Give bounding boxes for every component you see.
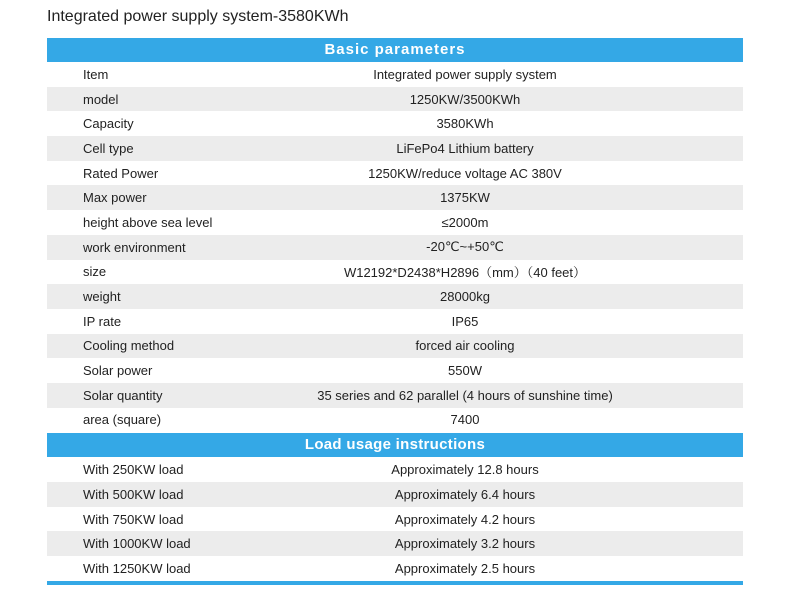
- spec-table: [47, 38, 743, 585]
- load-row: [47, 556, 743, 581]
- row-label: Solar quantity: [83, 387, 163, 403]
- load-usage-header: Load usage instructions: [47, 433, 743, 457]
- parameter-row: [47, 62, 743, 87]
- parameter-row: [47, 408, 743, 433]
- parameter-row: [47, 260, 743, 285]
- row-value: forced air cooling: [415, 338, 515, 354]
- parameter-row: [47, 358, 743, 383]
- parameter-row: [47, 111, 743, 136]
- row-label: Rated Power: [83, 165, 159, 181]
- row-value: IP65: [451, 313, 479, 329]
- row-label: IP rate: [83, 313, 122, 329]
- parameter-row: [47, 185, 743, 210]
- row-value: LiFePo4 Lithium battery: [396, 140, 534, 156]
- row-label: height above sea level: [83, 214, 213, 230]
- row-label: Item: [83, 66, 109, 82]
- parameter-row: [47, 309, 743, 334]
- parameter-row: [47, 284, 743, 309]
- load-row: [47, 507, 743, 532]
- load-usage-rows: [47, 457, 743, 580]
- row-label: Cell type: [83, 140, 134, 156]
- row-value: 550W: [448, 363, 482, 379]
- row-label: weight: [83, 289, 121, 305]
- load-row: [47, 482, 743, 507]
- parameter-row: [47, 383, 743, 408]
- row-label: model: [83, 91, 119, 107]
- row-value: Integrated power supply system: [373, 66, 557, 82]
- row-value: 1375KW: [440, 190, 490, 206]
- row-value: 7400: [450, 412, 480, 428]
- parameter-row: [47, 210, 743, 235]
- row-label: With 750KW load: [83, 511, 184, 527]
- row-value: -20℃~+50℃: [426, 239, 504, 255]
- row-value: W12192*D2438*H2896（mm）（40 feet）: [343, 265, 587, 281]
- row-label: With 1250KW load: [83, 560, 191, 576]
- row-label: With 1000KW load: [83, 536, 191, 552]
- row-value: Approximately 12.8 hours: [391, 462, 539, 478]
- row-label: size: [83, 264, 107, 280]
- load-row: [47, 457, 743, 482]
- row-value: Approximately 4.2 hours: [394, 511, 536, 527]
- parameter-row: [47, 235, 743, 260]
- parameter-row: [47, 334, 743, 359]
- row-value: Approximately 6.4 hours: [394, 486, 536, 502]
- row-label: Cooling method: [83, 338, 175, 354]
- parameter-row: [47, 161, 743, 186]
- load-row: [47, 531, 743, 556]
- row-label: With 500KW load: [83, 486, 184, 502]
- table-bottom-bar: [47, 581, 743, 585]
- row-value: Approximately 3.2 hours: [394, 536, 536, 552]
- row-value: 35 series and 62 parallel (4 hours of sunshine time): [317, 387, 613, 403]
- row-value: 1250KW/reduce voltage AC 380V: [368, 165, 562, 181]
- parameter-row: [47, 136, 743, 161]
- row-label: With 250KW load: [83, 462, 184, 478]
- row-label: Solar power: [83, 363, 153, 379]
- basic-parameters-header: Basic parameters: [47, 38, 743, 62]
- page-title: Integrated power supply system-3580KWh: [47, 8, 349, 25]
- row-value: 28000kg: [440, 289, 490, 305]
- row-label: Capacity: [83, 116, 134, 132]
- row-label: Max power: [83, 190, 147, 206]
- row-label: area (square): [83, 412, 162, 428]
- row-value: ≤2000m: [441, 214, 489, 230]
- parameter-row: [47, 87, 743, 112]
- row-value: Approximately 2.5 hours: [394, 560, 536, 576]
- row-value: 3580KWh: [436, 116, 494, 132]
- basic-parameters-rows: [47, 62, 743, 432]
- row-label: work environment: [83, 239, 186, 255]
- row-value: 1250KW/3500KWh: [409, 91, 521, 107]
